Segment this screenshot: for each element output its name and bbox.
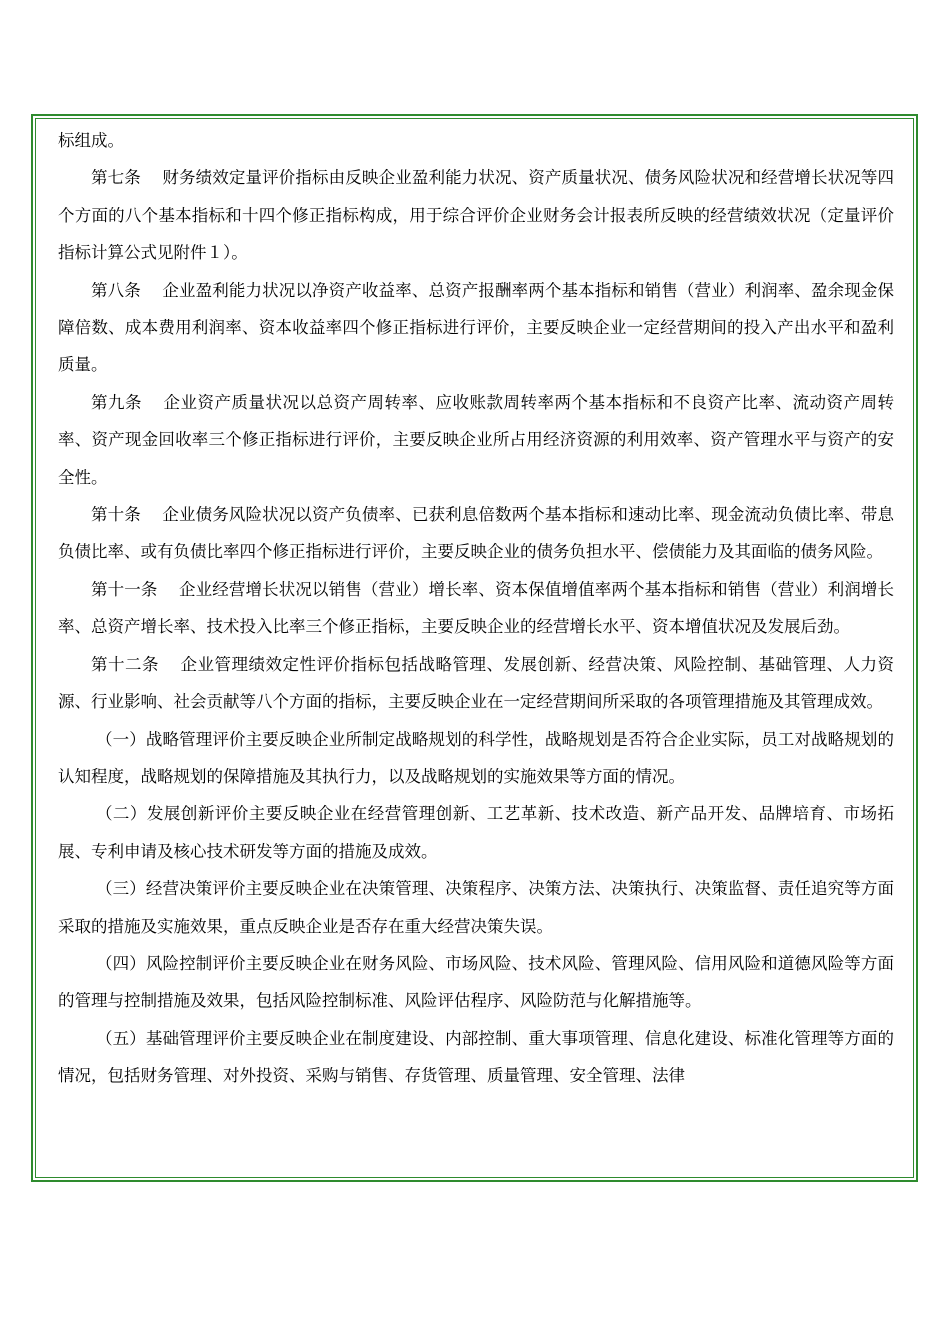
- article-12: [58, 646, 894, 721]
- article-11: [58, 571, 894, 646]
- article-number: 第十条: [91, 505, 141, 525]
- article-9: [58, 384, 894, 496]
- article-text: 企业资产质量状况以总资产周转率、应收账款周转率两个基本指标和不良资产比率、流动资产周转率、资产现金回收率三个修正指标进行评价，主要反映企业所占用经济资源的利用效率、资产管理水平与资产的安全性。: [58, 392, 895, 487]
- item-business-decision: （三）经营决策评价主要反映企业在决策管理、决策程序、决策方法、决策执行、决策监督、责任追究等方面采取的措施及实施效果，重点反映企业是否存在重大经营决策失误。: [58, 879, 894, 936]
- item-strategy-management: （一）战略管理评价主要反映企业所制定战略规划的科学性，战略规划是否符合企业实际，员工对战略规划的认知程度，战略规划的保障措施及其执行力，以及战略规划的实施效果等方面的情况。: [58, 729, 894, 786]
- article-text: 企业管理绩效定性评价指标包括战略管理、发展创新、经营决策、风险控制、基础管理、人力资源、行业影响、社会贡献等八个方面的指标，主要反映企业在一定经营期间所采取的各项管理措施及其管理成效。: [58, 654, 895, 712]
- document-body: [58, 122, 894, 1095]
- article-number: 第十二条: [91, 654, 160, 674]
- continuation-text: 标组成。: [58, 131, 124, 150]
- article-text: 企业盈利能力状况以净资产收益率、总资产报酬率两个基本指标和销售（营业）利润率、盈余现金保障倍数、成本费用利润率、资本收益率四个修正指标进行评价，主要反映企业一定经营期间的投入产出水平和盈利质量。: [58, 280, 895, 375]
- article-10: [58, 496, 894, 571]
- article-7: [58, 159, 894, 271]
- article-number: 第十一条: [91, 579, 158, 599]
- item-risk-control: （四）风险控制评价主要反映企业在财务风险、市场风险、技术风险、管理风险、信用风险和道德风险等方面的管理与控制措施及效果，包括风险控制标准、风险评估程序、风险防范与化解措施等。: [58, 953, 894, 1011]
- item-basic-management: （五）基础管理评价主要反映企业在制度建设、内部控制、重大事项管理、信息化建设、标准化管理等方面的情况，包括财务管理、对外投资、采购与销售、存货管理、质量管理、安全管理、法律: [58, 1028, 894, 1086]
- item-development-innovation: （二）发展创新评价主要反映企业在经营管理创新、工艺革新、技术改造、新产品开发、品牌培育、市场拓展、专利申请及核心技术研发等方面的措施及成效。: [58, 804, 894, 861]
- article-text: 企业债务风险状况以资产负债率、已获利息倍数两个基本指标和速动比率、现金流动负债比率、带息负债比率、或有负债比率四个修正指标进行评价，主要反映企业的债务负担水平、偿债能力及其面临的债务风险。: [58, 505, 895, 562]
- article-number: 第七条: [91, 168, 141, 188]
- article-number: 第九条: [91, 392, 143, 412]
- article-number: 第八条: [91, 280, 141, 300]
- article-8: [58, 272, 894, 384]
- article-text: 财务绩效定量评价指标由反映企业盈利能力状况、资产质量状况、债务风险状况和经营增长状况等四个方面的八个基本指标和十四个修正指标构成，用于综合评价企业财务会计报表所反映的经营绩效状况（定量评价指标计算公式见附件１）。: [58, 168, 895, 263]
- article-text: 企业经营增长状况以销售（营业）增长率、资本保值增值率两个基本指标和销售（营业）利润增长率、总资产增长率、技术投入比率三个修正指标，主要反映企业的经营增长水平、资本增值状况及发展后劲。: [58, 579, 895, 637]
